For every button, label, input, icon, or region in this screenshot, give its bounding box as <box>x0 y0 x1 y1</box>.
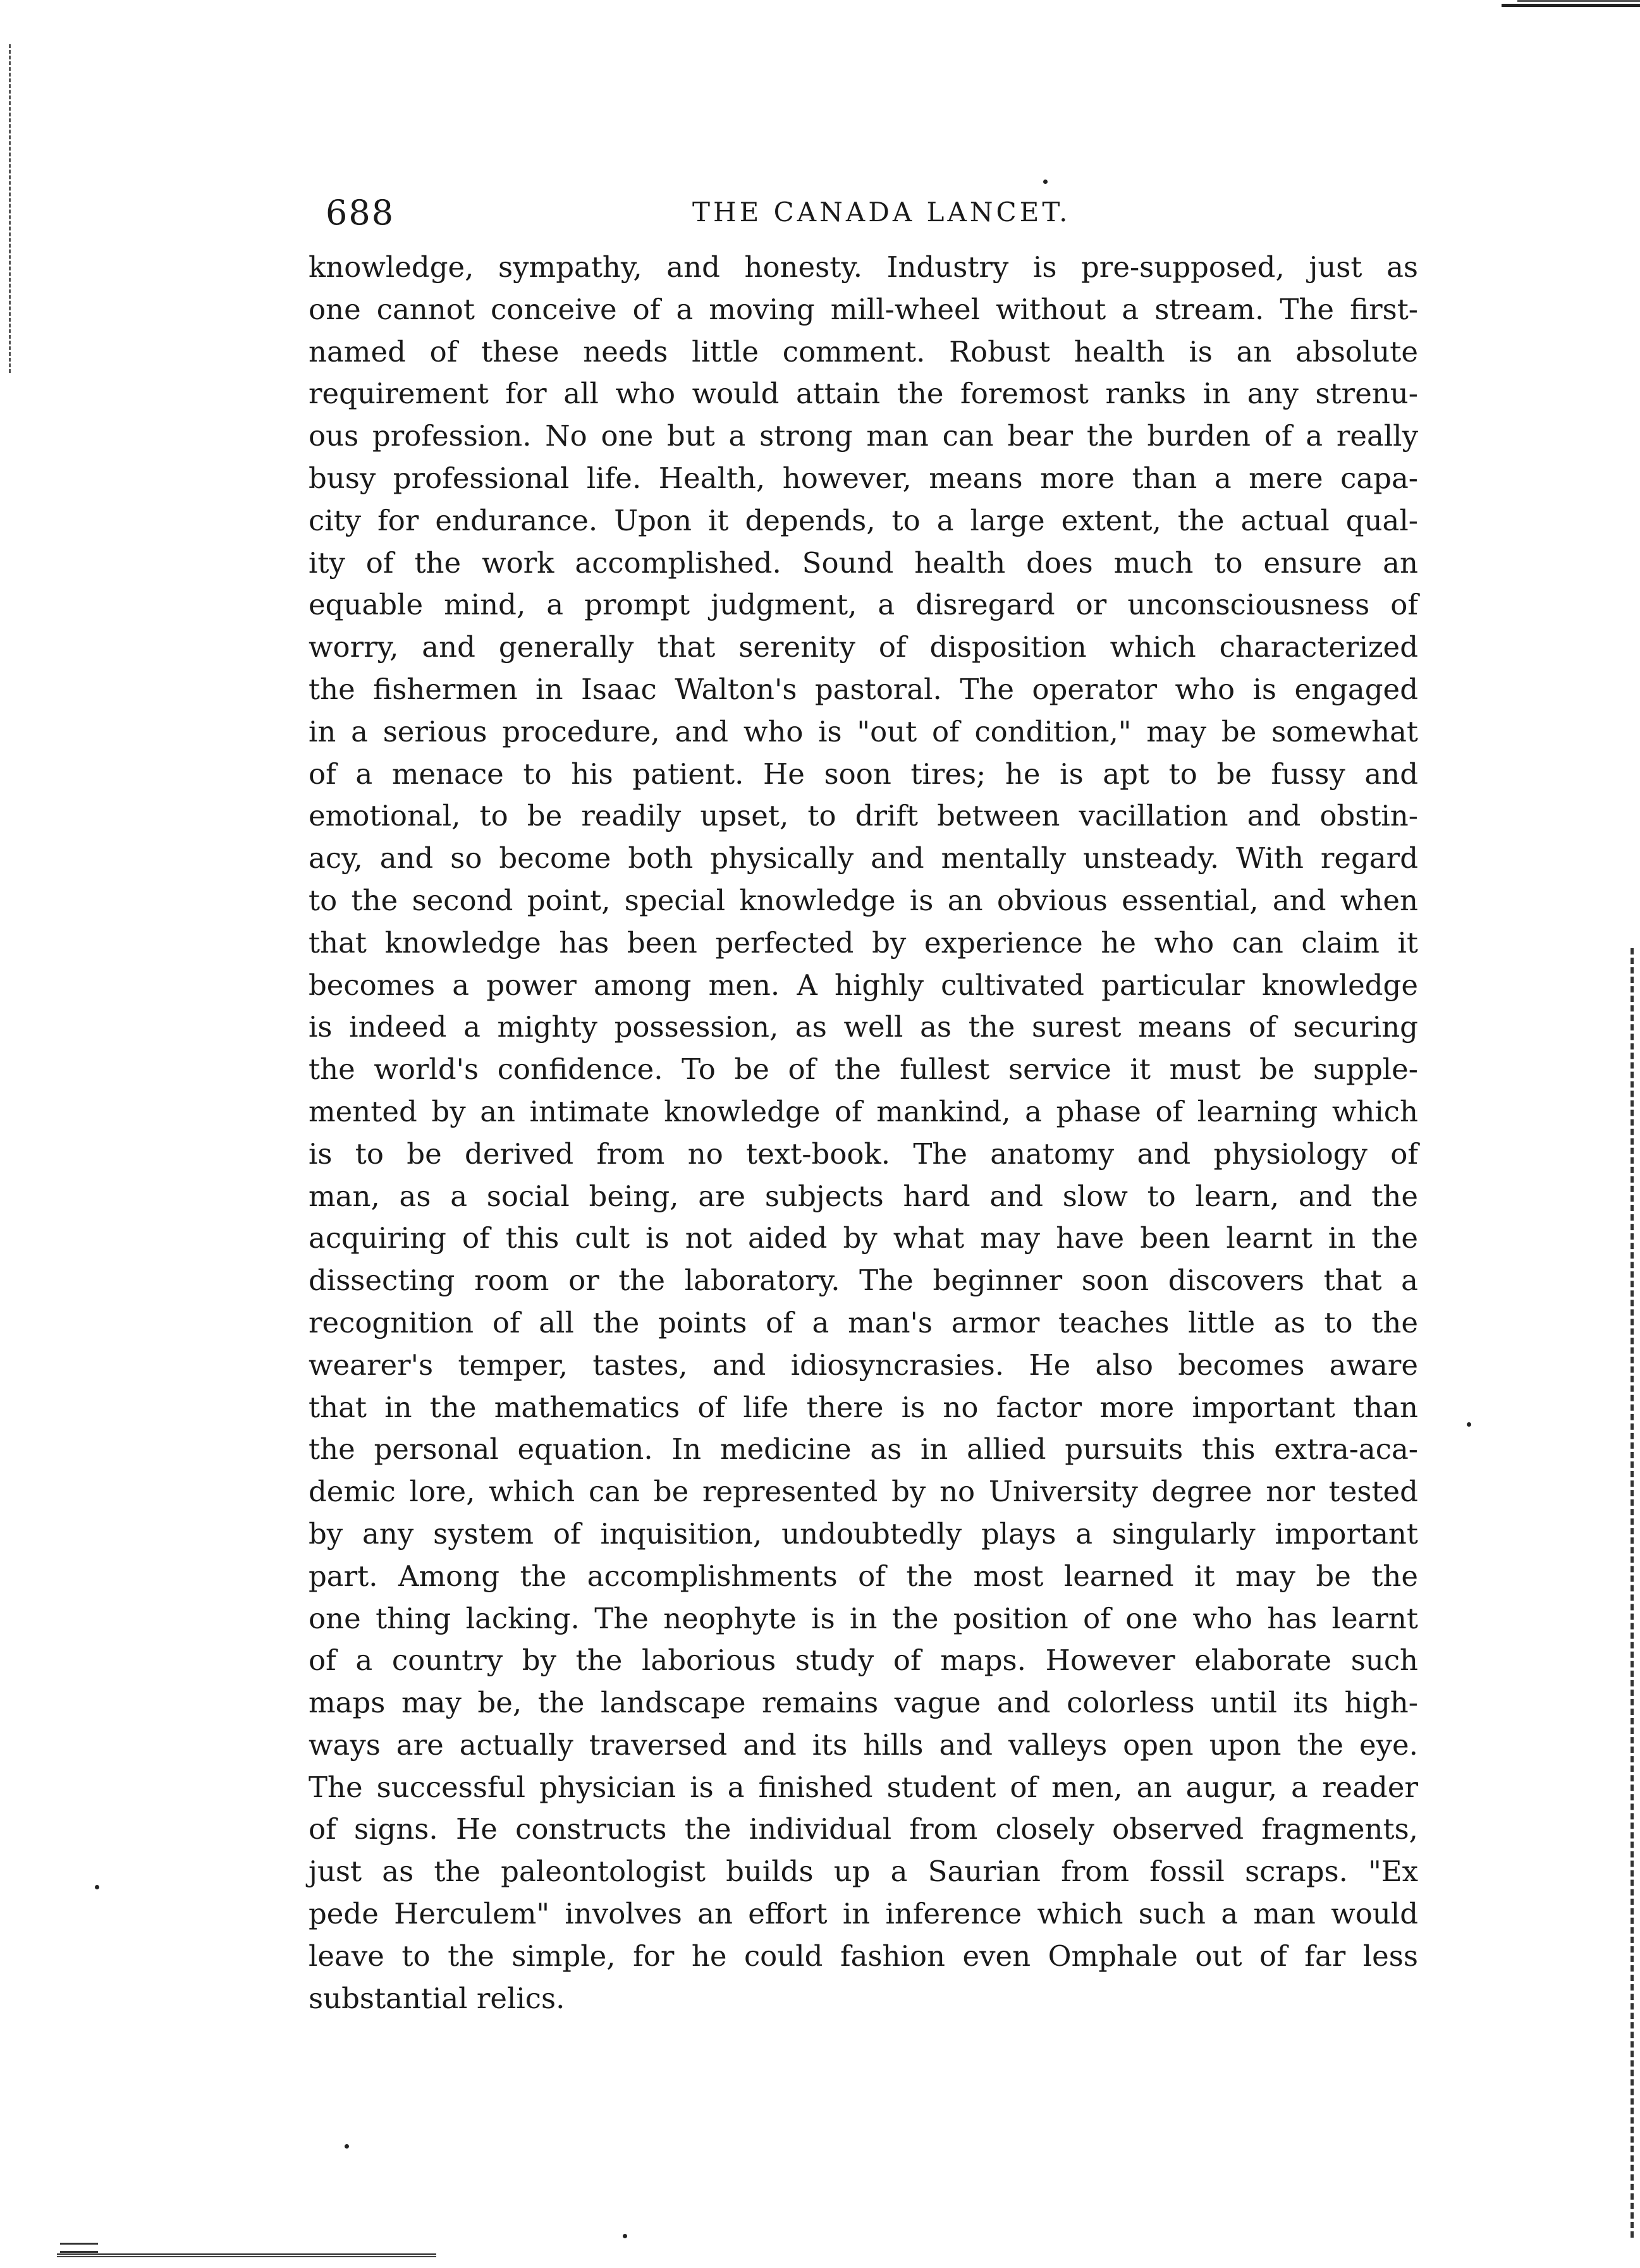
speck-dot <box>1043 180 1048 184</box>
text-line: the world's confidence. To be of the fullest service it must be supple- <box>309 1052 1418 1087</box>
page-header <box>326 193 1419 243</box>
text-line: leave to the simple, for he could fashion even Omphale out of far less <box>309 1939 1418 1973</box>
speck-dot <box>95 1885 99 1889</box>
text-line: requirement for all who would attain the foremost ranks in any strenu- <box>309 377 1418 411</box>
text-line: to the second point, special knowledge is an obvious essential, and when <box>309 883 1418 917</box>
text-line: becomes a power among men. A highly cultivated particular knowledge <box>309 968 1418 1002</box>
text-line: of a menace to his patient. He soon tires; he is apt to be fussy and <box>309 757 1418 791</box>
text-line: one thing lacking. The neophyte is in the position of one who has learnt <box>309 1601 1418 1635</box>
text-line: part. Among the accomplishments of the most learned it may be the <box>309 1559 1418 1593</box>
text-line: the personal equation. In medicine as in allied pursuits this extra-aca- <box>309 1432 1418 1466</box>
text-line: recognition of all the points of a man's armor teaches little as to the <box>309 1305 1418 1339</box>
running-title: THE CANADA LANCET. <box>692 197 1071 228</box>
text-line: ous profession. No one but a strong man can bear the burden of a really <box>309 419 1418 453</box>
text-line: pede Herculem" involves an effort in inference which such a man would <box>309 1897 1418 1931</box>
text-line: equable mind, a prompt judgment, a disregard or unconsciousness of <box>309 588 1418 622</box>
speck-dot <box>345 2144 349 2149</box>
text-line: emotional, to be readily upset, to drift between vacillation and obstin- <box>309 799 1418 833</box>
text-line: is indeed a mighty possession, as well as the surest means of securing <box>309 1010 1418 1044</box>
text-line: ity of the work accomplished. Sound health does much to ensure an <box>309 546 1418 580</box>
text-line: is to be derived from no text-book. The anatomy and physiology of <box>309 1137 1418 1171</box>
text-line: The successful physician is a finished student of men, an augur, a reader <box>309 1770 1418 1804</box>
text-line: knowledge, sympathy, and honesty. Industry is pre-supposed, just as <box>309 250 1418 284</box>
speck-dot <box>623 2234 627 2238</box>
body-text <box>309 247 1418 2020</box>
text-line: named of these needs little comment. Robust health is an absolute <box>309 334 1418 369</box>
text-line: man, as a social being, are subjects hard and slow to learn, and the <box>309 1179 1418 1213</box>
right-margin-scan-marks <box>1624 948 1634 2238</box>
text-line: mented by an intimate knowledge of mankind, a phase of learning which <box>309 1094 1418 1128</box>
text-line: city for endurance. Upon it depends, to a large extent, the actual qual- <box>309 503 1418 537</box>
left-margin-scan-marks <box>9 44 16 373</box>
text-line: by any system of inquisition, undoubtedly plays a singularly important <box>309 1516 1418 1551</box>
text-line: of signs. He constructs the individual from closely observed fragments, <box>309 1812 1418 1846</box>
scan-edge-mark-top-secondary <box>1517 0 1640 2</box>
text-line: that in the mathematics of life there is no factor more important than <box>309 1390 1418 1424</box>
text-line: that knowledge has been perfected by experience he who can claim it <box>309 925 1418 960</box>
text-line: wearer's temper, tastes, and idiosyncrasies. He also becomes aware <box>309 1348 1418 1382</box>
text-line: maps may be, the landscape remains vague and colorless until its high- <box>309 1686 1418 1720</box>
text-line: the fishermen in Isaac Walton's pastoral. The operator who is engaged <box>309 672 1418 706</box>
text-line: one cannot conceive of a moving mill-wheel without a stream. The first- <box>309 292 1418 326</box>
text-line: just as the paleontologist builds up a Saurian from fossil scraps. "Ex <box>309 1855 1418 1889</box>
text-line: busy professional life. Health, however, means more than a mere capa- <box>309 461 1418 495</box>
scan-edge-mark-top <box>1502 4 1640 7</box>
text-line: demic lore, which can be represented by no University degree nor tested <box>309 1475 1418 1509</box>
bottom-scan-mark <box>60 2243 98 2253</box>
text-line: dissecting room or the laboratory. The beginner soon discovers that a <box>309 1264 1418 1298</box>
text-line: ways are actually traversed and its hills and valleys open upon the eye. <box>309 1728 1418 1762</box>
text-line: worry, and generally that serenity of disposition which characterized <box>309 630 1418 664</box>
text-line: of a country by the laborious study of maps. However elaborate such <box>309 1643 1418 1678</box>
text-line: in a serious procedure, and who is "out of condition," may be somewhat <box>309 714 1418 748</box>
text-line: acquiring of this cult is not aided by what may have been learnt in the <box>309 1221 1418 1255</box>
speck-dot <box>1467 1422 1471 1427</box>
page-number: 688 <box>326 193 395 233</box>
text-line-last: substantial relics. <box>309 1981 565 2015</box>
bottom-rule <box>57 2253 436 2257</box>
text-line: acy, and so become both physically and mentally unsteady. With regard <box>309 841 1418 875</box>
